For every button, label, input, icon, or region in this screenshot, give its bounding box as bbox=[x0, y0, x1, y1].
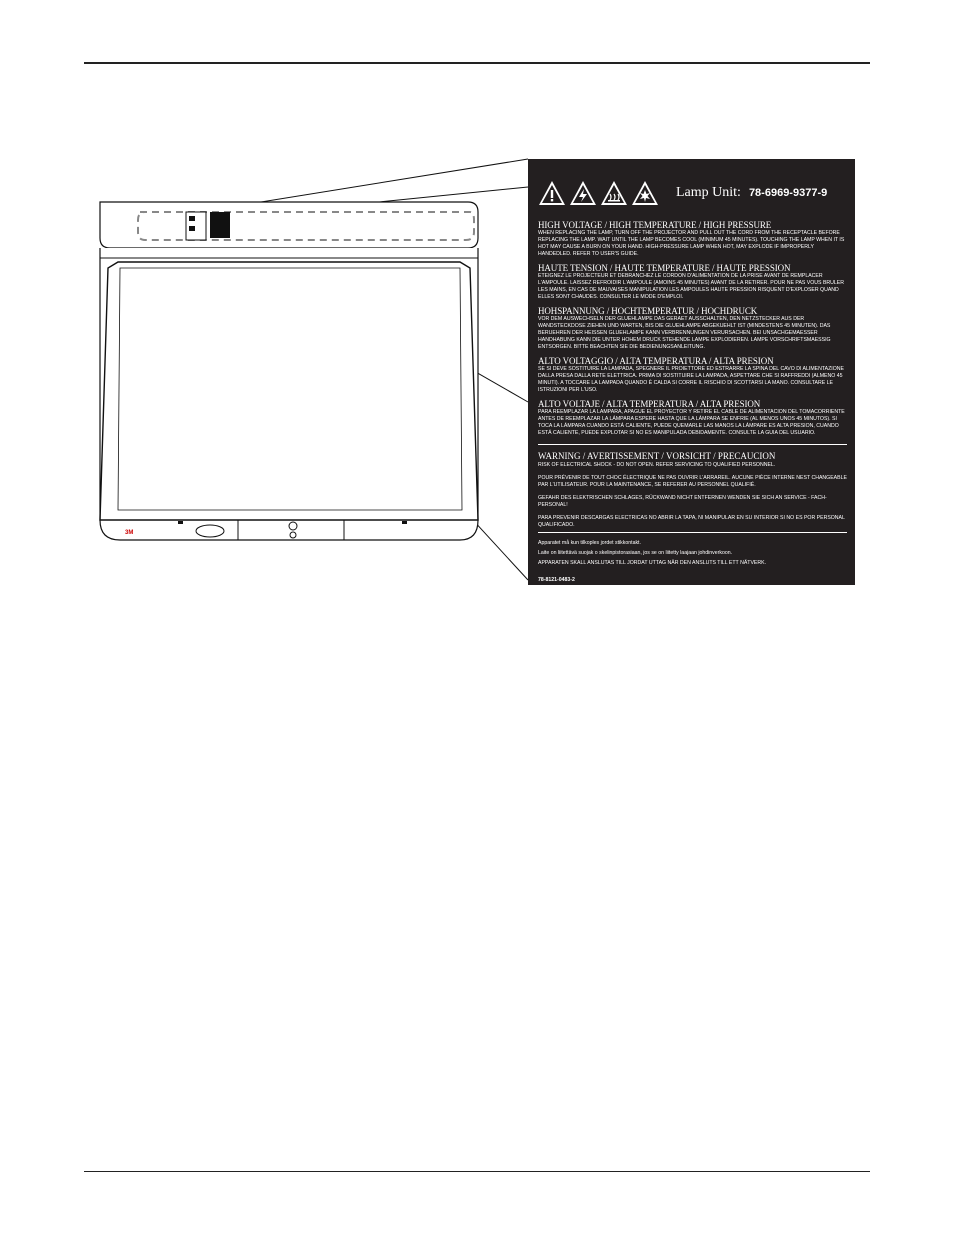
nordic-section bbox=[538, 539, 847, 567]
lamp-label-area bbox=[210, 212, 230, 238]
section-title: HIGH VOLTAGE / HIGH TEMPERATURE / HIGH PRESSURE bbox=[538, 220, 772, 230]
lamp-unit-title: Lamp Unit: 78-6969-9377-9 bbox=[676, 185, 828, 200]
section-german bbox=[538, 306, 847, 351]
lamp-part-number: 78-6969-9377-9 bbox=[748, 187, 828, 199]
section-spanish bbox=[538, 399, 847, 437]
explosion-hazard-icon bbox=[631, 180, 659, 206]
section-body: ETEIGNEZ LE PROJECTEUR ET DEBRANCHEZ LE CORDON D'ALIMENTATION DE LA PRISE AVANT DE REMPLACER L'AMPOULE. LAISSEZ REFROIDIR L'AMPOULE (AMOINS 45 MINUTES) AVANT DE LA RETIRER. POUR NE PAS VOUS BRULER LES MAINS, EN CAS DE MAUVAISES MANIPULATION LES AMPOULES HAUTE PRESSION RISQUENT D'EXPLOSER QUAND ELLES SONT CHAUDES. CONSULTER LE MODE D'EMPLOI. bbox=[538, 273, 844, 300]
label-footer-part-number: 78-8121-0483-2 bbox=[538, 577, 575, 583]
warning-line: PARA PREVENIR DESCARGAS ELECTRICAS NO ABRIR LA TAPA, NI MANIPULAR EN SU INTERIOR SI NO ES POR PERSONAL QUALIFICADO. bbox=[538, 515, 845, 528]
nordic-line: Apparatet må kun tilkoples jordet stikkontakt. bbox=[538, 540, 641, 546]
warning-title: WARNING / AVERTISSEMENT / VORSICHT / PRECAUCION bbox=[538, 451, 776, 461]
high-voltage-warning-icon bbox=[538, 180, 566, 206]
section-title: ALTO VOLTAJE / ALTA TEMPERATURA / ALTA PRESION bbox=[538, 399, 761, 409]
hot-surface-icon bbox=[600, 180, 628, 206]
section-body: WHEN REPLACING THE LAMP, TURN OFF THE PROJECTOR AND PULL OUT THE CORD FROM THE RECEPTACLE BEFORE REPLACING THE LAMP. WAIT UNTIL THE LAMP BECOMES COOL (MINIMUM 45 MINUTES). TOUCHING THE LAMP WHEN IT IS HOT MAY CAUSE A BURN ON YOUR HAND. HIGH-PRESSURE LAMP WHEN HOT, MAY EXPLODE IF IMPROPERLY HANDEDLED. REFER TO USER'S GUIDE. bbox=[538, 230, 845, 257]
lamp-housing bbox=[100, 202, 478, 248]
section-body: SE SI DEVE SOSTITUIRE LA LAMPADA, SPEGNERE IL PROIETTORE ED ESTRARRE LA SPINA DEL CAVO DI ALIMENTAZIONE DALLA PRESA DALLA RETE ELETTRICA. PRIMA DI SOSTITUIRE LA LAMPADA, ASPETTARE CHE SI RAFFREDDI (ALMENO 45 MINUTI). A TOCCARE LA LAMPADA QUANDO È CALDA SI CORRE IL RISCHIO DI SCOTTARSI LA MANO. CONSULTARE LE ISTRUZIONI PER L'USO. bbox=[538, 366, 844, 393]
label-divider bbox=[538, 532, 847, 533]
section-title: ALTO VOLTAGGIO / ALTA TEMPERATURA / ALTA PRESION bbox=[538, 356, 774, 366]
projector-body bbox=[100, 248, 478, 540]
nordic-line: Laite on liitettävä suojak o skelinpistorasiaan, jos se on liitetty laajaan johdinverkoon. bbox=[538, 550, 733, 556]
section-title: HAUTE TENSION / HAUTE TEMPERATURE / HAUTE PRESSION bbox=[538, 263, 791, 273]
section-body: VOR DEM AUSWECHSELN DER GLUEHLAMPE DAS GERAET AUSSCHALTEN, DEN NETZSTECKER AUS DER WANDSTECKDOSE ZIEHEN UND WARTEN, BIS DIE GLUEHLAMPE ABGEKUEHLT IST (MINDESTENS 45 MINUTEN). DAS BERUEHREN DER HEISSEN GLUEHLAMPE KANN VERBRENNUNGEN VERURSACHEN. BEI UNSACHGEMAESSER HANDHABUNG KANN DIE UNTER HOHEM DRUCK STEHENDE LAMPE EXPLODIEREN. LAMPE VORSCHRIFTSMAESSIG ENTSORGEN. BITTE BEACHTEN SIE DIE BEDIENUNGSANLEITUNG. bbox=[538, 316, 831, 350]
brand-logo: 3M bbox=[125, 530, 134, 536]
lamp-warning-label bbox=[528, 159, 855, 585]
section-french bbox=[538, 263, 847, 301]
warning-line: POUR PRÉVENIR DE TOUT CHOC ÉLECTRIQUE NE PAS OUVRIR L'ARRAREIL. AUCUNE PIÈCE INTERNE NEST CHANGEABLE PAR L'UTILISATEUR. POUR LA MAINTENANCE, SE REFERER AU PERSONNEL QUALIFIÉ. bbox=[538, 475, 847, 488]
section-italian bbox=[538, 356, 847, 394]
section-english bbox=[538, 220, 847, 258]
warning-line: GEFAHR DES ELEKTRISCHEN SCHLAGES, RÜCKWAND NICHT ENTFERNEN WENDEN SIE SICH AN SERVICE - FACH-PERSONAL! bbox=[538, 495, 827, 508]
warning-line: RISK OF ELECTRICAL SHOCK - DO NOT OPEN. REFER SERVICING TO QUALIFIED PERSONNEL. bbox=[538, 462, 776, 468]
label-divider bbox=[538, 444, 847, 445]
footer-rule bbox=[84, 1171, 870, 1172]
section-title: HOHSPANNUNG / HOCHTEMPERATUR / HOCHDRUCK bbox=[538, 306, 758, 316]
section-body: PARA REEMPLAZAR LA LAMPARA, APAGUE EL PROYECTOR Y RETIRE EL CABLE DE ALIMENTACION DEL TOMACORRIENTE ANTES DE REEMPLAZAR LA LÁMPARA ESPERE HASTA QUE LA LÁMPARA SE ENFRIE (AL MENOS UNOS 45 MINUTOS). SI TOCA LA LÁMPARA CUANDO ESTÁ CALIENTE, PUEDE QUEMARLE LAS MANOS LA LÁMPARE ES ALTA PRESION, CUANDO ESTÁ CALIENTE, PUEDE EXPLOTAR SI NO ES MANIPULADA DEBIDAMENTE. CONSULTE LA GUIA DEL USUARIO. bbox=[538, 409, 845, 436]
warning-section bbox=[538, 451, 847, 529]
nordic-line: APPARATEN SKALL ANSLUTAS TILL JORDAT UTTAG NÄR DEN ANSLUTS TILL ETT NÄTVERK. bbox=[538, 560, 767, 566]
label-header bbox=[538, 171, 847, 215]
electric-shock-icon bbox=[569, 180, 597, 206]
